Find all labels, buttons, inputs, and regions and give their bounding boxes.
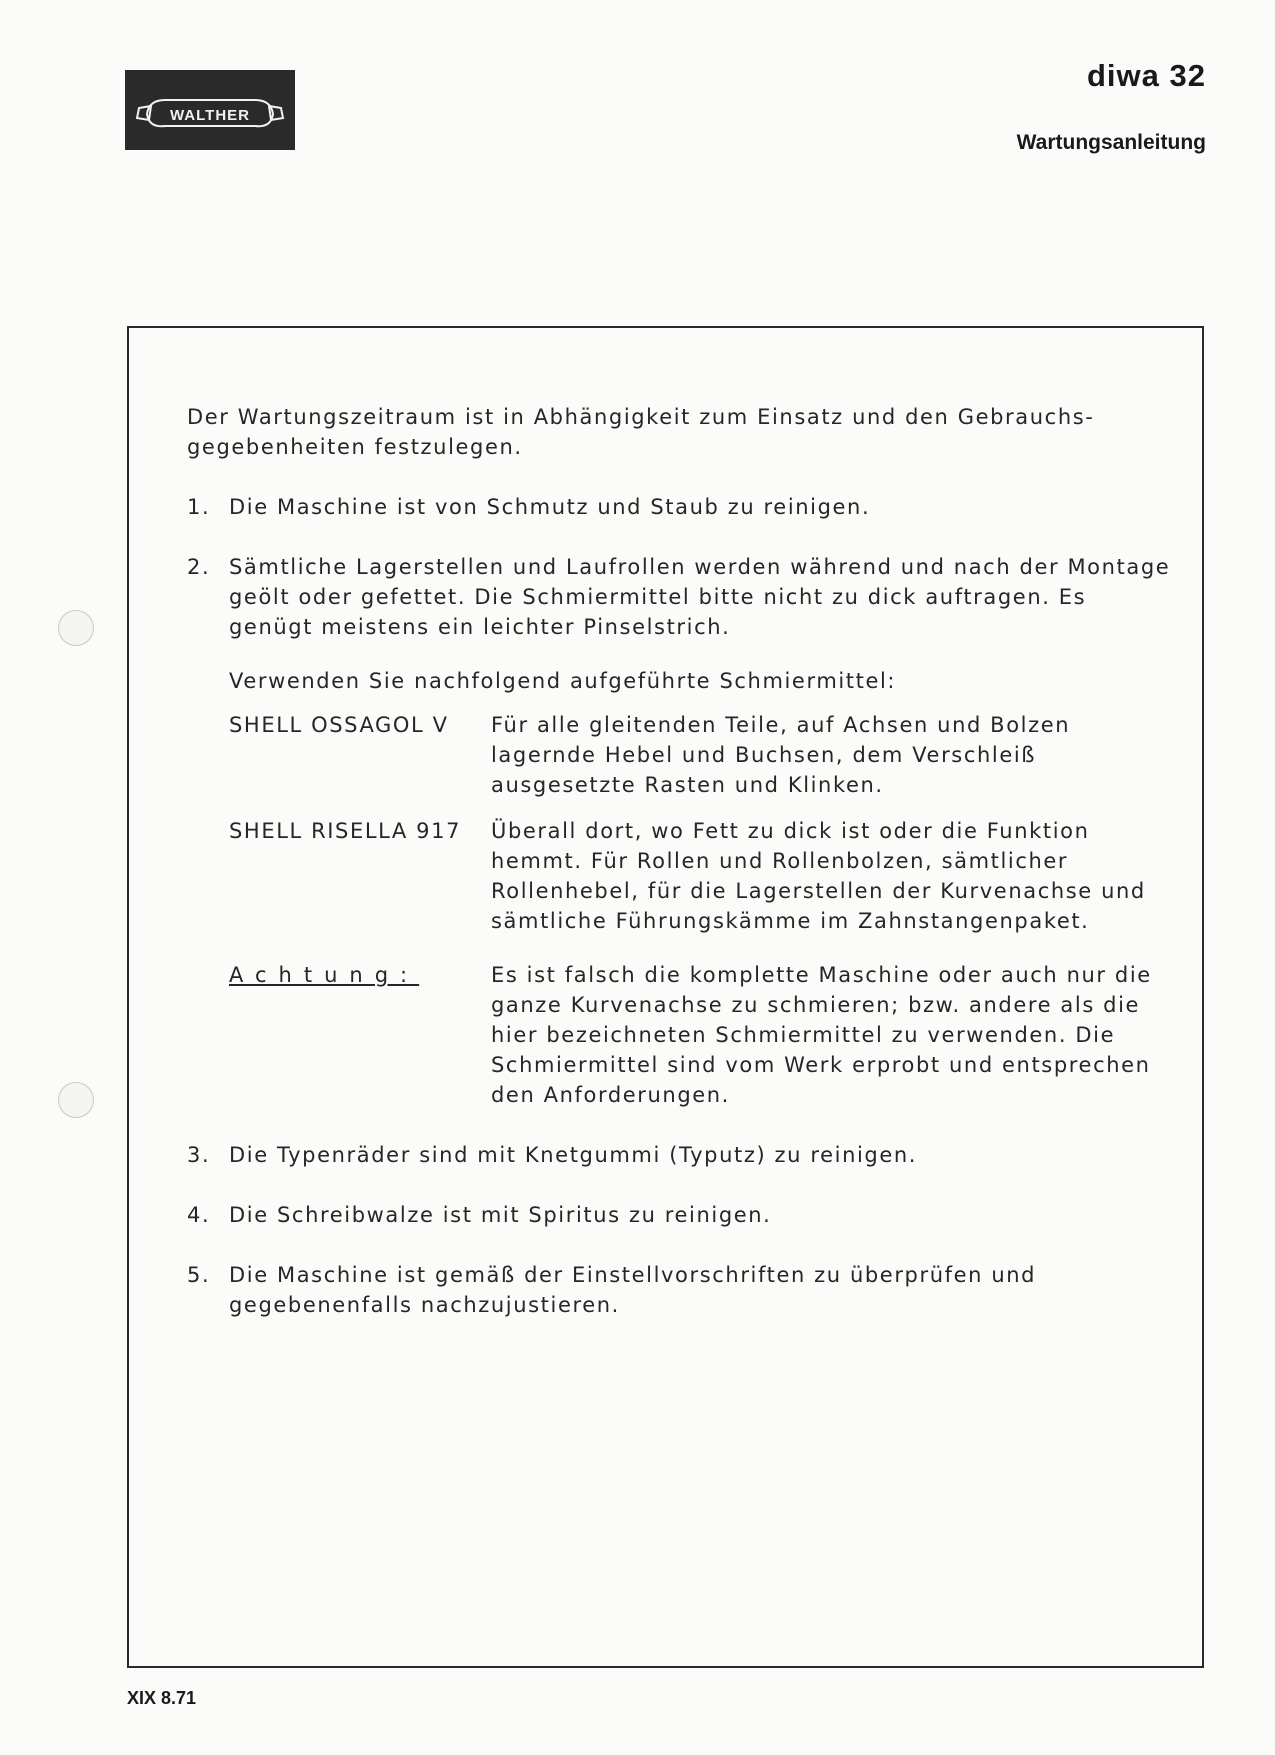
item-number: 2. <box>187 555 211 579</box>
document-title: diwa 32 <box>1087 58 1206 93</box>
lubricants-section <box>229 666 1177 1110</box>
warning-label-cell <box>229 960 491 990</box>
item-text: Die Maschine ist von Schmutz und Staub zu reinigen. <box>229 495 871 519</box>
item-text: Die Maschine ist gemäß der Einstellvorschriften zu überprüfen und gegebenenfalls nachzujustieren. <box>229 1263 1037 1317</box>
lubricant-description: Überall dort, wo Fett zu dick ist oder die Funktion hemmt. Für Rollen und Rollenbolzen, sämtlicher Rollenhebel, für die Lagerstellen der Kurvenachse und sämtliche Führungskämme im Zahnstangenpaket. <box>491 819 1146 933</box>
lubricant-row <box>229 816 1177 936</box>
warning-label: Achtung: <box>229 963 420 987</box>
intro-paragraph: Der Wartungszeitraum ist in Abhängigkeit zum Einsatz und den Gebrauchs-gegebenheiten festzulegen. <box>187 405 1095 459</box>
lubricant-row <box>229 710 1177 800</box>
list-item <box>187 1140 1177 1170</box>
item-number: 4. <box>187 1203 211 1227</box>
punch-hole <box>58 610 94 646</box>
warning-row <box>229 960 1177 1110</box>
list-item <box>187 492 1177 522</box>
item-number: 3. <box>187 1143 211 1167</box>
logo-text: WALTHER <box>169 107 251 124</box>
maintenance-text <box>187 402 1177 1350</box>
item-number: 1. <box>187 495 211 519</box>
footer-code: XIX 8.71 <box>127 1688 197 1708</box>
item-text: Die Typenräder sind mit Knetgummi (Typutz) zu reinigen. <box>229 1143 918 1167</box>
lubricant-name: SHELL OSSAGOL V <box>229 713 449 737</box>
list-item <box>187 1200 1177 1230</box>
list-item <box>187 1260 1177 1320</box>
document-subtitle: Wartungsanleitung <box>1016 131 1206 154</box>
lubricants-heading: Verwenden Sie nachfolgend aufgeführte Schmiermittel: <box>229 669 897 693</box>
punch-hole <box>58 1082 94 1118</box>
item-text: Sämtliche Lagerstellen und Laufrollen werden während und nach der Montage geölt oder gefettet. Die Schmiermittel bitte nicht zu dick auftragen. Es genügt meistens ein leichter Pinselstrich. <box>229 555 1171 639</box>
warning-text: Es ist falsch die komplette Maschine oder auch nur die ganze Kurvenachse zu schmieren; bzw. andere als die hier bezeichneten Schmiermittel zu verwenden. Die Schmiermittel sind vom Werk erprobt und entsprechen den Anforderungen. <box>491 963 1152 1107</box>
item-number: 5. <box>187 1263 211 1287</box>
lubricant-description: Für alle gleitenden Teile, auf Achsen und Bolzen lagernde Hebel und Buchsen, dem Verschleiß ausgesetzte Rasten und Klinken. <box>491 713 1071 797</box>
item-text: Die Schreibwalze ist mit Spiritus zu reinigen. <box>229 1203 772 1227</box>
list-item <box>187 552 1177 642</box>
lubricant-name: SHELL RISELLA 917 <box>229 819 462 843</box>
walther-logo <box>125 70 295 150</box>
